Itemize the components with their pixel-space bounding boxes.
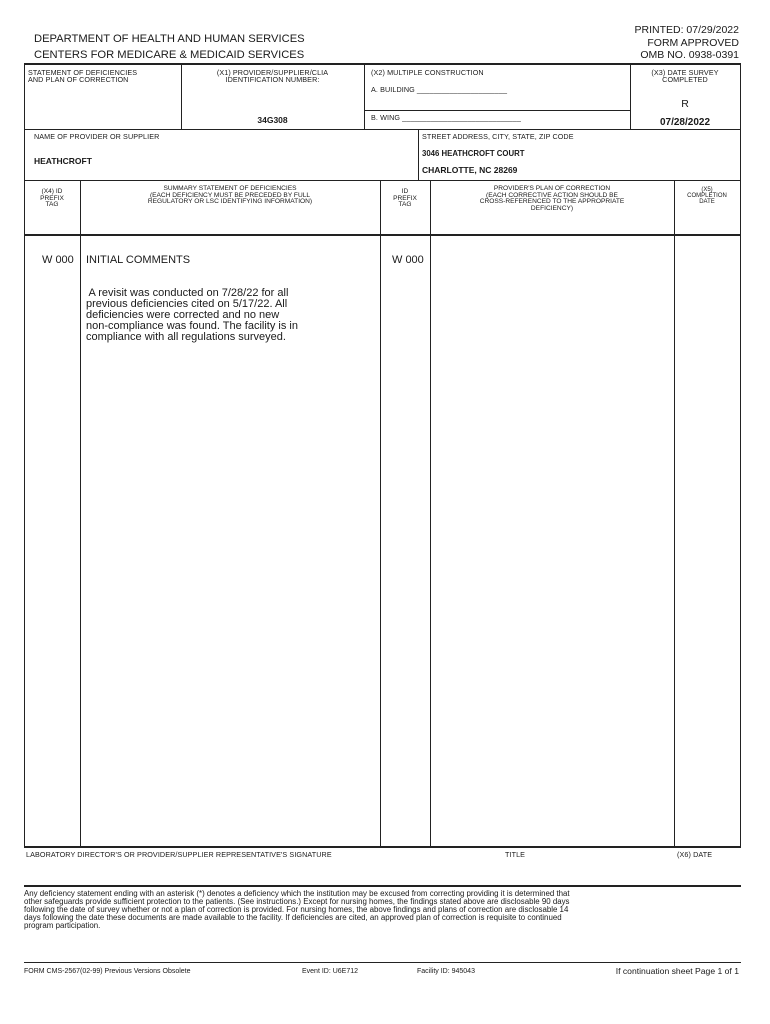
agency-title: CENTERS FOR MEDICARE & MEDICAID SERVICES [34,49,305,61]
provider-id-number: 34G308 [257,115,288,125]
summary-header: SUMMARY STATEMENT OF DEFICIENCIES (EACH DEFICIENCY MUST BE PRECEDED BY FULL REGULATORY OR LSC IDENTIFYING INFORMATION) [147,185,313,206]
summary-column-border [380,180,381,846]
id-column-border [430,180,431,846]
x5-header: (X5) COMPLETION DATE [687,187,727,205]
statement-label: STATEMENT OF DEFICIENCIES AND PLAN OF CORRECTION [28,68,138,85]
survey-completed-date: 07/28/2022 [659,117,711,128]
department-title: DEPARTMENT OF HEALTH AND HUMAN SERVICES [34,33,305,45]
signature-bottom-border [24,885,741,887]
tag-left: W 000 [42,254,74,266]
address-label: STREET ADDRESS, CITY, STATE, ZIP CODE [422,132,574,141]
event-id: Event ID: U6E712 [302,968,359,975]
tag-right: W 000 [392,254,424,266]
title-label: TITLE [505,850,526,859]
form-right-border [740,63,741,846]
omb-number: OMB NO. 0938-0391 [640,49,739,61]
street-address: 3046 HEATHCROFT COURT [422,149,525,158]
x4-column-border [80,180,81,846]
page-number: If continuation sheet Page 1 of 1 [615,966,739,976]
form-approved: FORM APPROVED [647,37,739,49]
x2-left-border [364,63,365,129]
provider-name: HEATHCROFT [34,156,92,166]
x2-wing-divider [364,110,630,111]
provider-name-label: NAME OF PROVIDER OR SUPPLIER [34,132,160,141]
form-top-border [24,63,741,65]
x1-label: (X1) PROVIDER/SUPPLIER/CLIA IDENTIFICATION NUMBER: [216,68,329,85]
x3-label: (X3) DATE SURVEY COMPLETED [651,68,719,85]
disclaimer-text: Any deficiency statement ending with an asterisk (*) denotes a deficiency which the institution may be excused from correcting providing it is determined that other safeguards provide sufficient protection to the patients. (See instructions.) Except for nursing homes, the findings stated above are disclosable 90 days following the date of survey whether or not a plan of correction is provided. For nursing homes, the above findings and plans of correction are disclosable 14 days following the date these documents are made available to the facility. If deficiencies are cited, an approved plan of correction is requisite to continued program participation. [24,889,570,930]
footer-divider [24,962,741,963]
x4-header: (X4) ID PREFIX TAG [40,188,64,209]
form-left-border [24,63,25,846]
plan-column-border [674,180,675,846]
x2-building: A. BUILDING ______________________ [371,85,508,94]
header-row-divider [24,129,741,130]
facility-id: Facility ID: 945043 [417,968,475,975]
signature-label: LABORATORY DIRECTOR'S OR PROVIDER/SUPPLIER REPRESENTATIVE'S SIGNATURE [26,850,332,859]
x2-label: (X2) MULTIPLE CONSTRUCTION [371,68,484,77]
address-left-border [418,129,419,180]
survey-type-r: R [681,98,689,110]
entry-text: A revisit was conducted on 7/28/22 for all previous deficiencies cited on 5/17/22. All deficiencies were corrected and no new non-compliance was found. The facility is in compliance with all regulations surveyed. [86,287,298,343]
entry-title: INITIAL COMMENTS [86,254,191,266]
body-bottom-border [24,846,741,848]
x6-date-label: (X6) DATE [677,850,713,859]
printed-date: PRINTED: 07/29/2022 [634,24,739,36]
form-number: FORM CMS-2567(02-99) Previous Versions Obsolete [24,968,191,975]
id-prefix-header: ID PREFIX TAG [393,188,417,209]
plan-header: PROVIDER'S PLAN OF CORRECTION (EACH CORRECTIVE ACTION SHOULD BE CROSS-REFERENCED TO THE APPROPRIATE DEFICIENCY) [479,185,625,212]
column-header-divider [24,234,741,236]
provider-row-divider [24,180,741,181]
city-state-zip: CHARLOTTE, NC 28269 [422,165,518,175]
x2-wing: B. WING _____________________________ [371,113,521,122]
